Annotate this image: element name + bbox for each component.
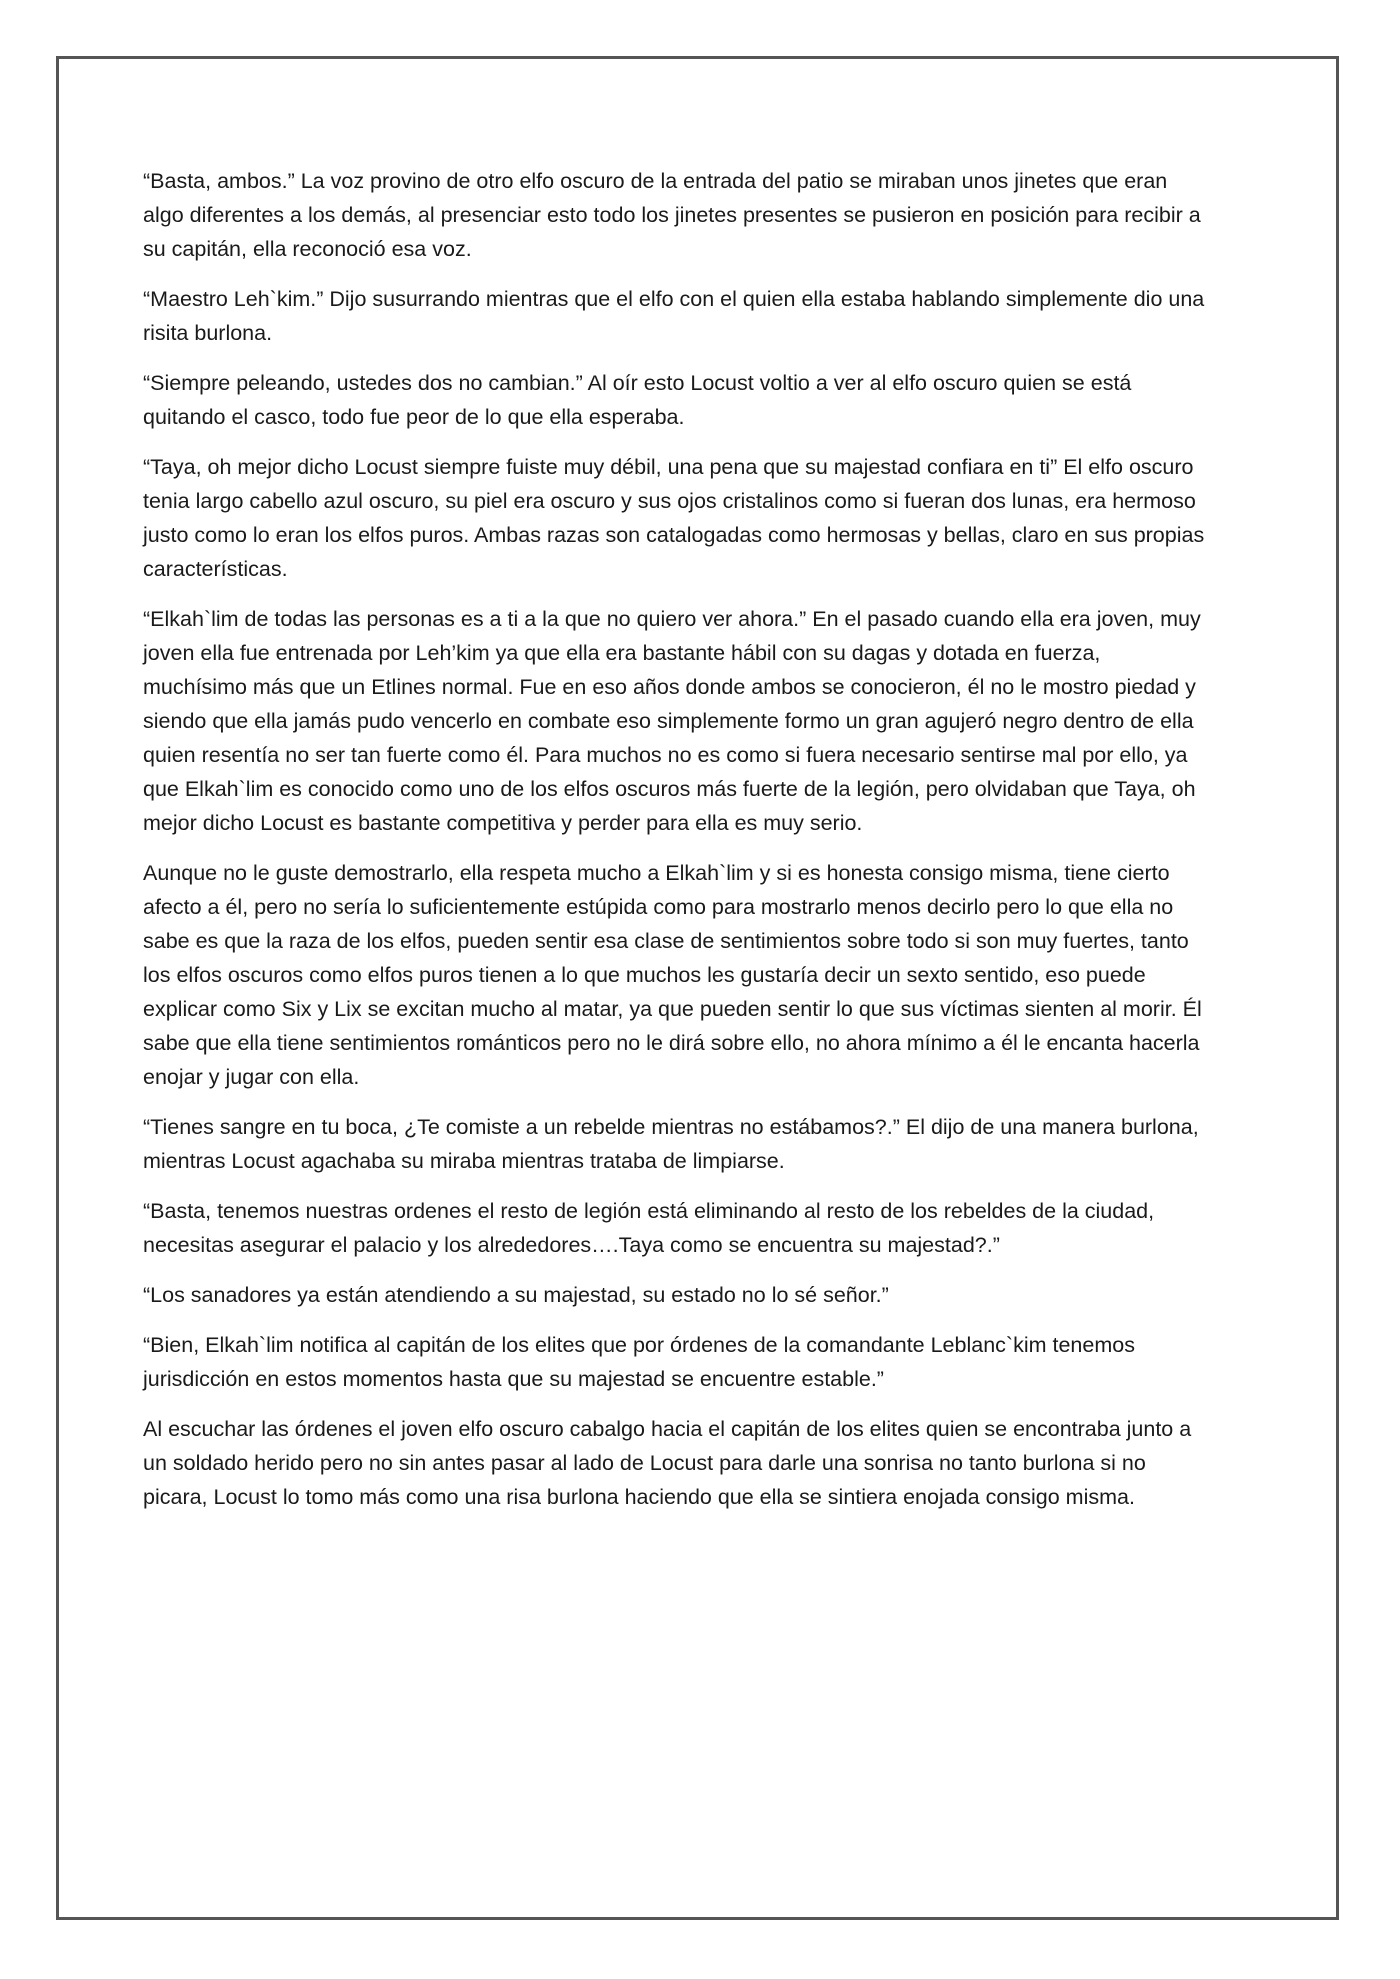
paragraph: “Elkah`lim de todas las personas es a ti a la que no quiero ver ahora.” En el pasado cuando ella era joven, muy joven ella fue entrenada por Leh’kim ya que ella era bastante hábil con su dagas y dotada en fuerza, muchísimo más que un Etlines normal. Fue en eso años donde ambos se conocieron, él no le mostro piedad y siendo que ella jamás pudo vencerlo en combate eso simplemente formo un gran agujeró negro dentro de ella quien resentía no ser tan fuerte como él. Para muchos no es como si fuera necesario sentirse mal por ello, ya que Elkah`lim es conocido como uno de los elfos oscuros más fuerte de la legión, pero olvidaban que Taya, oh mejor dicho Locust es bastante competitiva y perder para ella es muy serio.: [143, 607, 1201, 835]
paragraph: “Taya, oh mejor dicho Locust siempre fuiste muy débil, una pena que su majestad confiara en ti” El elfo oscuro tenia largo cabello azul oscuro, su piel era oscuro y sus ojos cristalinos como si fueran dos lunas, era hermoso justo como lo eran los elfos puros. Ambas razas son catalogadas como hermosas y bellas, claro en sus propias características.: [143, 455, 1205, 581]
paragraph: Al escuchar las órdenes el joven elfo oscuro cabalgo hacia el capitán de los elites quien se encontraba junto a un soldado herido pero no sin antes pasar al lado de Locust para darle una sonrisa no tanto burlona si no picara, Locust lo tomo más como una risa burlona haciendo que ella se sintiera enojada consigo misma.: [143, 1417, 1192, 1509]
document-body: [143, 164, 1209, 1530]
paragraph: Aunque no le guste demostrarlo, ella respeta mucho a Elkah`lim y si es honesta consigo misma, tiene cierto afecto a él, pero no sería lo suficientemente estúpida como para mostrarlo menos decirlo pero lo que ella no sabe es que la raza de los elfos, pueden sentir esa clase de sentimientos sobre todo si son muy fuertes, tanto los elfos oscuros como elfos puros tienen a lo que muchos les gustaría decir un sexto sentido, eso puede explicar como Six y Lix se excitan mucho al matar, ya que pueden sentir lo que sus víctimas sienten al morir. Él sabe que ella tiene sentimientos románticos pero no le dirá sobre ello, no ahora mínimo a él le encanta hacerla enojar y jugar con ella.: [143, 861, 1202, 1089]
paragraph: “Maestro Leh`kim.” Dijo susurrando mientras que el elfo con el quien ella estaba hablando simplemente dio una risita burlona.: [143, 287, 1205, 345]
paragraph: “Basta, ambos.” La voz provino de otro elfo oscuro de la entrada del patio se miraban unos jinetes que eran algo diferentes a los demás, al presenciar esto todo los jinetes presentes se pusieron en posición para recibir a su capitán, ella reconoció esa voz.: [143, 169, 1201, 261]
paragraph: “Siempre peleando, ustedes dos no cambian.” Al oír esto Locust voltio a ver al elfo oscuro quien se está quitando el casco, todo fue peor de lo que ella esperaba.: [143, 371, 1132, 429]
paragraph: “Tienes sangre en tu boca, ¿Te comiste a un rebelde mientras no estábamos?.” El dijo de una manera burlona, mientras Locust agachaba su miraba mientras trataba de limpiarse.: [143, 1115, 1199, 1173]
paragraph: “Bien, Elkah`lim notifica al capitán de los elites que por órdenes de la comandante Leblanc`kim tenemos jurisdicción en estos momentos hasta que su majestad se encuentre estable.”: [143, 1333, 1135, 1391]
paragraph: “Los sanadores ya están atendiendo a su majestad, su estado no lo sé señor.”: [143, 1283, 889, 1307]
paragraph: “Basta, tenemos nuestras ordenes el resto de legión está eliminando al resto de los rebeldes de la ciudad, necesitas asegurar el palacio y los alrededores….Taya como se encuentra su majestad?.”: [143, 1199, 1155, 1257]
